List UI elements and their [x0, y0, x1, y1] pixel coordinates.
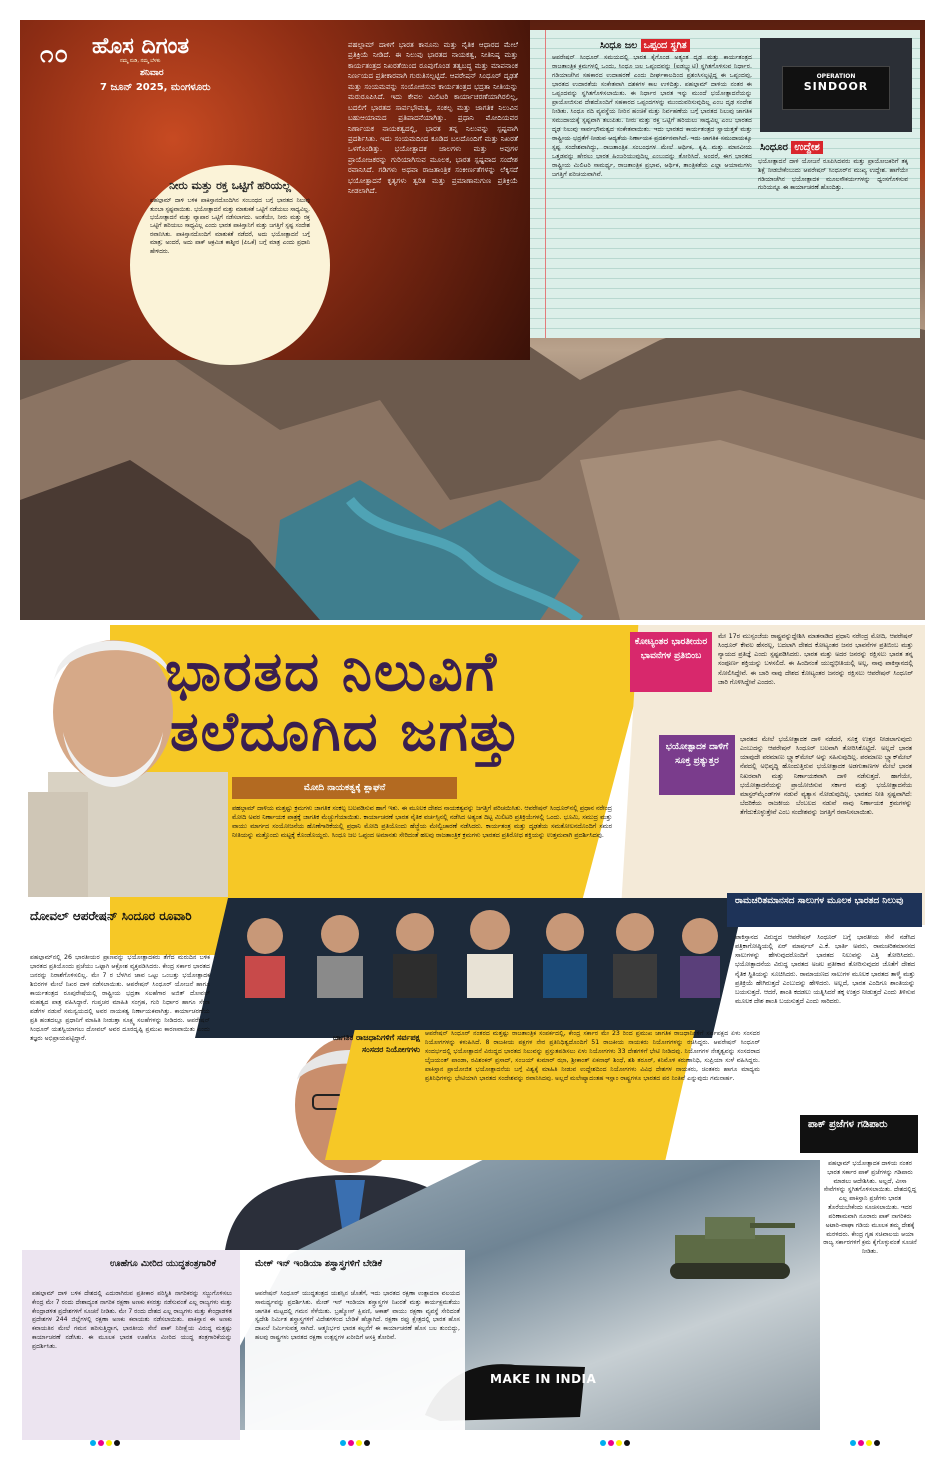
indus-title-highlight: ಒಪ್ಪಂದ ಸ್ಥಗಿತ	[641, 39, 690, 52]
objective-title-plain: ಸಿಂಧೂರ	[760, 142, 788, 153]
doval-article: ಪಹಲ್ಗಾಮ್‌ನಲ್ಲಿ 26 ಭಾರತೀಯರ ಪ್ರಾಣವನ್ನು ಭಯೋತ್ಪಾದಕರು ತೆಗೆದ ಮರುದಿನ ಬಳಿಕ ಭಾರತದ ಪ್ರತಿಯೊಂದು ಪ್ರಜೆಯು ಒಟ್ಟಾಗಿ ಆಕ್ರೋಶ ವ್ಯಕ್ತಪಡಿಸಿದರು. ಕೇಂದ್ರ ಸರ್ಕಾರ ಭಾರತದ ಜನರನ್ನು ನಿರಾಶೆಗೊಳಿಸಲಿಲ್ಲ. ಮೇ 7 ರ ಬೆಳಗಿನ ಜಾವ ಒಟ್ಟು ಒಂಬತ್ತು ಭಯೋತ್ಪಾದಕ ಶಿಬಿರಗಳ ಮೇಲೆ ನಿಖರ ದಾಳಿ ನಡೆಸಲಾಯಿತು. ಆಪರೇಷನ್ ಸಿಂಧೂರ್ ಯೋಜನೆ ಹಾಗೂ ಕಾರ್ಯತಂತ್ರದ ರೂಪುರೇಷೆಯಲ್ಲಿ ರಾಷ್ಟ್ರೀಯ ಭದ್ರತಾ ಸಲಹೆಗಾರ ಅಜಿತ್ ದೋವಲ್ ಮಹತ್ವದ ಪಾತ್ರ ವಹಿಸಿದ್ದಾರೆ. ಗುಪ್ತಚರ ಮಾಹಿತಿ ಸಂಗ್ರಹ, ಗುರಿ ನಿರ್ಧಾರ ಹಾಗೂ ಸೇನಾ ಪಡೆಗಳ ನಡುವೆ ಸಮನ್ವಯದಲ್ಲಿ ಅವರ ನಾಯಕತ್ವ ನಿರ್ಣಾಯಕವಾಗಿತ್ತು. ಕಾರ್ಯಾಚರಣೆಯ ಪ್ರತಿ ಹಂತದಲ್ಲೂ ಪ್ರಧಾನಿಗೆ ಮಾಹಿತಿ ನೀಡುತ್ತಾ ಸೂಕ್ಷ್ಮ ಸಲಹೆಗಳನ್ನು ನೀಡಿದರು. ಆಪರೇಷನ್ ಸಿಂಧೂರ್ ಯಶಸ್ವಿಯಾಗಲು ದೋವಲ್ ಅವರ ದೂರದೃಷ್ಟಿ ಪ್ರಮುಖ ಕಾರಣವಾಯಿತು ಎಂದು ತಜ್ಞರು ಅಭಿಪ್ರಾಯಪಟ್ಟಿದ್ದಾರೆ.	[30, 954, 210, 1042]
armored-vehicle-image	[660, 1185, 800, 1295]
delegates-photo-row	[225, 898, 735, 998]
issue-date: 7 ಜೂನ್ 2025, ಮಂಗಳೂರು	[100, 82, 211, 93]
crores-emotions-tag: ಕೋಟ್ಯಂತರ ಭಾರತೀಯರ ಭಾವನೆಗಳ ಪ್ರತಿಬಿಂಬ	[630, 632, 712, 692]
ramayan-tag: ರಾಮಚರಿತಮಾನಸದ ಸಾಲುಗಳ ಮೂಲಕ ಭಾರತದ ನಿಲುವು	[727, 893, 922, 927]
newspaper-logo: ಹೊಸ ದಿಗಂತ	[92, 34, 190, 59]
page-number: ೧೦	[40, 40, 69, 68]
water-blood-box	[130, 165, 330, 365]
make-in-india-article: ಆಪರೇಷನ್ ಸಿಂಧೂರ್ ಯುದ್ಧತಂತ್ರದ ಯಶಸ್ಸಿನ ಜೊತೆಗೆ, ಇದು ಭಾರತದ ರಕ್ಷಣಾ ಉತ್ಪಾದನಾ ವಲಯದ ಸಾಮರ್ಥ್ಯವನ್ನು ಪ್ರದರ್ಶಿಸಿತು. ಮೇಡ್ ಇನ್ ಇಂಡಿಯಾ ಶಸ್ತ್ರಾಸ್ತ್ರಗಳ ನಿಖರತೆ ಮತ್ತು ಕಾರ್ಯಕ್ಷಮತೆಯು ಜಾಗತಿಕ ಮಟ್ಟದಲ್ಲಿ ಗಮನ ಸೆಳೆಯಿತು. ಬ್ರಹ್ಮೋಸ್ ಕ್ಷಿಪಣಿ, ಆಕಾಶ್ ವಾಯು ರಕ್ಷಣಾ ವ್ಯವಸ್ಥೆ ಸೇರಿದಂತೆ ಸ್ವದೇಶಿ ನಿರ್ಮಿತ ಶಸ್ತ್ರಾಸ್ತ್ರಗಳಿಗೆ ವಿದೇಶಗಳಿಂದ ಬೇಡಿಕೆ ಹೆಚ್ಚಾಗಿದೆ. ರಕ್ಷಣಾ ರಫ್ತು ಕ್ಷೇತ್ರದಲ್ಲಿ ಭಾರತ ಹೊಸ ದಾಖಲೆ ನಿರ್ಮಿಸುವತ್ತ ಸಾಗಿದೆ. ಆತ್ಮನಿರ್ಭರ ಭಾರತ ಕಲ್ಪನೆಗೆ ಈ ಕಾರ್ಯಾಚರಣೆ ಹೊಸ ಬಲ ತುಂಬಿದ್ದು, ಹಲವು ರಾಷ್ಟ್ರಗಳು ಭಾರತದ ರಕ್ಷಣಾ ಉತ್ಪನ್ನಗಳ ಖರೀದಿಗೆ ಆಸಕ್ತಿ ತೋರಿವೆ.	[255, 1290, 460, 1342]
doval-title: ದೋವಲ್ ಆಪರೇಷನ್ ಸಿಂದೂರ ರೂವಾರಿ	[30, 909, 192, 923]
operation-word: OPERATION	[816, 73, 856, 80]
issue-day: ಶನಿವಾರ	[140, 68, 164, 78]
print-registration-marks	[850, 1440, 880, 1446]
modi-leadership-tag: ಮೋದಿ ನಾಯಕತ್ವಕ್ಕೆ ಶ್ಲಾಘನೆ	[232, 777, 457, 799]
pak-deportation-tag: ಪಾಕ್ ಪ್ರಜೆಗಳ ಗಡಿಪಾರು	[800, 1115, 918, 1153]
operation-sindoor-banner	[782, 66, 890, 110]
print-registration-marks	[90, 1440, 120, 1446]
sindoor-word: SINDOOR	[803, 80, 869, 93]
print-registration-marks	[600, 1440, 630, 1446]
pahalgam-response-article: ಪಹಲ್ಗಾಮ್ ದಾಳಿಗೆ ಭಾರತ ಕಾನೂನು ಮತ್ತು ನೈತಿಕ ಆಧಾರದ ಮೇಲೆ ಪ್ರತಿಕ್ರಿಯೆ ನೀಡಿದೆ. ಈ ನಿಲುವು ಭಾರತದ ನಾಯಕತ್ವ, ನೀತಿನಿಷ್ಠ ಮತ್ತು ಕಾರ್ಯತಂತ್ರದ ನಿಖರತೆಯಿಂದ ರೂಪುಗೊಂಡ ತತ್ವಬದ್ಧ ಮತ್ತು ಮಾಪನಾಂಕ ನಿರ್ಣಯದ ಪ್ರತೀಕಾರವಾಗಿ ಗುರುತಿಸಲ್ಪಟ್ಟಿದೆ. ಆಪರೇಷನ್ ಸಿಂಧೂರ್ ದೃಢತೆ ಮತ್ತು ಸಂಯಮವನ್ನು ಸಂಯೋಜಿಸುವ ಕಾರ್ಯತಂತ್ರದ ಭದ್ರತಾ ನೀತಿಯನ್ನು ಮರುರೂಪಿಸಿದೆ. ಇದು ಕೇವಲ ಮಿಲಿಟರಿ ಕಾರ್ಯಾಚರಣೆಯಾಗಿರಲಿಲ್ಲ, ಬದಲಿಗೆ ಭಾರತದ ಸಾರ್ವಭೌಮತ್ವ, ಸಂಕಲ್ಪ ಮತ್ತು ಜಾಗತಿಕ ನಿಲುವಿನ ಬಹುಆಯಾಮದ ಪ್ರತಿಪಾದನೆಯಾಗಿತ್ತು. ಪ್ರಧಾನಿ ಮೋದಿಯವರ ನಿರ್ಣಾಯಕ ನಾಯಕತ್ವದಲ್ಲಿ, ಭಾರತ ತನ್ನ ನಿಲುವನ್ನು ಸ್ಪಷ್ಟವಾಗಿ ಪ್ರದರ್ಶಿಸಿತು. ಇದು ಸಂಯಮದಿಂದ ಕೂಡಿದ ಬಲದೊಂದಿಗೆ ಮತ್ತು ನಿಖರತೆ ಒಳಗೊಂಡಿತ್ತು. ಭಯೋತ್ಪಾದಕ ಜಾಲಗಳು ಮತ್ತು ಅವುಗಳ ಪ್ರಾಯೋಜಕರನ್ನು ಗುರಿಯಾಗಿಸುವ ಮೂಲಕ, ಭಾರತ ಸ್ಪಷ್ಟವಾದ ಸಂದೇಶ ರವಾನಿಸಿದೆ. ಗಡಿಗಳು ಅಥವಾ ರಾಜತಾಂತ್ರಿಕ ಸಂಕೀರ್ಣತೆಗಳನ್ನು ಲೆಕ್ಕಿಸದೆ ಭಯೋತ್ಪಾದನೆ ಕೃತ್ಯಗಳು ತ್ವರಿತ ಮತ್ತು ಪ್ರಮಾಣಾನುಗುಣ ಪ್ರತಿಕ್ರಿಯೆ ನೀಡಲಾಗಿದೆ.	[348, 40, 518, 196]
water-blood-title: ನೀರು ಮತ್ತು ರಕ್ತ ಒಟ್ಟಿಗೆ ಹರಿಯಲ್ಲ	[169, 179, 291, 192]
make-in-india-title: ಮೇಕ್ ಇನ್ ಇಂಡಿಯಾ ಶಸ್ತ್ರಾಸ್ತ್ರಗಳಿಗೆ ಬೇಡಿಕೆ	[255, 1259, 383, 1269]
water-blood-body: ಪಹಲ್ಗಾಮ್ ದಾಳಿ ಬಳಿಕ ಪಾಕಿಸ್ತಾನದೊಂದಿಗಿನ ಸಂಬಂಧದ ಬಗ್ಗೆ ಭಾರತದ ನಿಲುವು ತುಂಬಾ ಸ್ಪಷ್ಟವಾಯಿತು. ಭಯೋತ್ಪಾದನೆ ಮತ್ತು ಮಾತುಕತೆ ಒಟ್ಟಿಗೆ ನಡೆಯಲು ಸಾಧ್ಯವಿಲ್ಲ. ಭಯೋತ್ಪಾದನೆ ಮತ್ತು ವ್ಯಾಪಾರ ಒಟ್ಟಿಗೆ ನಡೆಸಲಾಗದು. ಅಂತೆಯೇ, ನೀರು ಮತ್ತು ರಕ್ತ ಒಟ್ಟಿಗೆ ಹರಿಯಲು ಸಾಧ್ಯವಿಲ್ಲ ಎಂದು ಭಾರತ ಪಾಕಿಸ್ತಾನಿಗೆ ಮತ್ತು ಜಗತ್ತಿಗೆ ಸ್ಪಷ್ಟ ಸಂದೇಶ ರವಾನಿಸಿತು. ಪಾಕಿಸ್ತಾನದೊಂದಿಗೆ ಮಾತುಕತೆ ನಡೆದರೆ, ಅದು ಭಯೋತ್ಪಾದನೆ ಬಗ್ಗೆ ಮಾತ್ರ; ಅಂದರೆ, ಅದು ಪಾಕ್ ಆಕ್ರಮಿತ ಕಾಶ್ಮೀರ (ಪಿಒಕೆ) ಬಗ್ಗೆ ಮಾತ್ರ ಎಂದು ಪ್ರಧಾನಿ ಹೇಳಿದರು.	[150, 198, 310, 255]
operation-sindoor-photo	[760, 38, 912, 132]
ramayan-article: ಪಾಕಿಸ್ತಾನದ ವಿರುದ್ಧದ ಆಪರೇಷನ್ ಸಿಂಧೂರ್ ಬಗ್ಗೆ ಭಾರತೀಯ ಸೇನೆ ನಡೆಸಿದ ಪತ್ರಿಕಾಗೋಷ್ಠಿಯಲ್ಲಿ ಏರ್ ಮಾರ್ಷಲ್ ಎ.ಕೆ. ಭಾರ್ತಿ ಅವರು, ರಾಮಚರಿತಮಾನಸದ ಸಾಲುಗಳನ್ನು ಹೇಳುವುದರೊಂದಿಗೆ ಭಾರತದ ನಿಲುವನ್ನು ಎತ್ತಿ ತೋರಿಸಿದರು. ಭಯೋತ್ಪಾದನೆಯ ವಿರುದ್ಧ ಭಾರತದ ಅಚಲ ಪ್ರತೀಕಾರ ತೋರಿಸುವುದರ ಜೊತೆಗೆ ದೇಶದ ನೈತಿಕ ಸ್ಥಿತಿಯನ್ನು ಸೂಚಿಸಿದರು. ರಾಮಾಯಣದ ಸಾಲುಗಳ ಮೂಲಕ ಭಾರತದ ತಾಳ್ಮೆ ಮತ್ತು ಪ್ರತಿಕ್ರಿಯೆ ಹೇಗಿರುತ್ತದೆ ಎಂಬುದನ್ನು ಹೇಳಿದರು. ಅಲ್ಲದೆ, ಭಾರತ ಎಂದಿಗೂ ಶಾಂತಿಯನ್ನು ಬಯಸುತ್ತದೆ. ಆದರೆ, ಶಾಂತಿ ಕದಡಲು ಯತ್ನಿಸಿದರೆ ತಕ್ಕ ಉತ್ತರ ನೀಡುತ್ತದೆ ಎಂದು ತಿಳಿಸುವ ಮೂಲಕ ದೇಶ ಶಾಂತಿ ಬಯಸುತ್ತದೆ ಎಂದು ಸಾರಿದರು.	[735, 934, 915, 1005]
newspaper-tagline: ನಮ್ಮ ನುಡಿ, ನಮ್ಮ ಬೆಳಕು	[120, 58, 161, 64]
indus-title	[600, 40, 690, 51]
headline-line-2: ತಲೆದೂಗಿದ ಜಗತ್ತು	[170, 700, 523, 763]
global-delegation-article: ಆಪರೇಷನ್ ಸಿಂಧೂರ್ ನಂತರದ ಮತ್ತಷ್ಟು ರಾಜತಾಂತ್ರಿಕ ಸಂಪರ್ಕದಲ್ಲಿ, ಕೇಂದ್ರ ಸರ್ಕಾರ ಮೇ 23 ರಿಂದ ಪ್ರಮುಖ ಜಾಗತಿಕ ರಾಜಧಾನಿಗಳಿಗೆ ಸರ್ವಪಕ್ಷದ ಏಳು ಸಂಸದರ ನಿಯೋಗಗಳನ್ನು ಕಳುಹಿಸಿದೆ. 8 ರಾಜಕೀಯ ಪಕ್ಷಗಳ ನೇರ ಪ್ರತಿನಿಧಿತ್ವದೊಂದಿಗೆ 51 ರಾಜಕೀಯ ನಾಯಕರು ನಿಯೋಗಗಳನ್ನು ರಚಿಸಿದ್ದರು. ಆಪರೇಷನ್ ಸಿಂಧೂರ್ ಸಂದರ್ಭದಲ್ಲಿ ಭಯೋತ್ಪಾದನೆ ವಿರುದ್ಧದ ಭಾರತದ ನಿಲುವನ್ನು ಪ್ರಸ್ತುತಪಡಿಸಲು ಏಳು ನಿಯೋಗಗಳು 33 ದೇಶಗಳಿಗೆ ಭೇಟಿ ನೀಡಿದವು. ನಿಯೋಗಗಳ ನೇತೃತ್ವವನ್ನು ಸಂಸದರಾದ ಬೈಜಯಂತ್ ಪಾಂಡಾ, ರವಿಶಂಕರ್ ಪ್ರಸಾದ್, ಸಂಜಯ್ ಕುಮಾರ್ ಝಾ, ಶ್ರೀಕಾಂತ್ ಏಕನಾಥ್ ಶಿಂಧೆ, ಶಶಿ ತರೂರ್, ಕನಿಮೊಳಿ ಕರುಣಾನಿಧಿ, ಸುಪ್ರಿಯಾ ಸುಳೆ ವಹಿಸಿದ್ದರು. ಪಾಕಿಸ್ತಾನ ಪ್ರಾಯೋಜಿತ ಭಯೋತ್ಪಾದನೆಯ ಬಗ್ಗೆ ವಿಶ್ವಕ್ಕೆ ಮಾಹಿತಿ ನೀಡುವ ಉದ್ದೇಶದಿಂದ ನಿಯೋಗಗಳು ವಿವಿಧ ದೇಶಗಳ ನಾಯಕರು, ಚಿಂತಕರು ಹಾಗೂ ಮಾಧ್ಯಮ ಪ್ರತಿನಿಧಿಗಳನ್ನು ಭೇಟಿಯಾಗಿ ಭಾರತದ ಸಂದೇಶವನ್ನು ರವಾನಿಸಿದವು. ಅಲ್ಲದೆ ಮಲೇಷ್ಯಾದಂತಹ ಇಸ್ಲಾಂ ರಾಷ್ಟ್ರಗಳೂ ಭಾರತದ ಪರ ನಿಂತಿವೆ ಎನ್ನುವುದು ಗಮನಾರ್ಹ.	[425, 1030, 760, 1082]
objective-article: ಭಯೋತ್ಪಾದನೆ ದಾಳಿ ಯೋಜನೆ ರೂಪಿಸಿದವರು ಮತ್ತು ಪ್ರಾಯೋಜಕರಿಗೆ ತಕ್ಕ ಶಿಕ್ಷೆ ನೀಡಬೇಕೆಂಬುದು ಆಪರೇಷನ್ ಸಿಂಧೂರ್‌ನ ಮುಖ್ಯ ಉದ್ದೇಶ. ಹಾಗೆಯೇ ಗಡಿಯಾಚೆಗಿನ ಭಯೋತ್ಪಾದಕ ಮೂಲಸೌಕರ್ಯಗಳನ್ನು ಧ್ವಂಸಗೊಳಿಸುವ ಗುರಿಯನ್ನೂ ಈ ಕಾರ್ಯಾಚರಣೆ ಹೊಂದಿತ್ತು.	[758, 158, 908, 192]
objective-title-highlight: ಉದ್ದೇಶ	[791, 141, 822, 154]
make-in-india-logo-text: MAKE IN INDIA	[490, 1372, 597, 1386]
crores-emotions-article: ಮೇ 17ರ ಮುಸ್ಸಂಜೆಯ ರಾಷ್ಟ್ರವನ್ನುದ್ದೇಶಿಸಿ ಮಾತನಾಡಿದ ಪ್ರಧಾನಿ ನರೇಂದ್ರ ಮೋದಿ, ಆಪರೇಷನ್ ಸಿಂಧೂರ್ ಕೇವಲ ಹೆಸರಲ್ಲ, ಬದಲಾಗಿ ದೇಶದ ಕೋಟ್ಯಂತರ ಜನರ ಭಾವನೆಗಳ ಪ್ರತಿಬಿಂಬ ಮತ್ತು ನ್ಯಾಯದ ಪ್ರತಿಜ್ಞೆ ಎಂದು ಸ್ಪಷ್ಟಪಡಿಸಿದರು. ಭಾರತ ಮತ್ತು ಅದರ ಜನರನ್ನು ರಕ್ಷಿಸಲು ಭಾರತ ತನ್ನ ಸಂಪೂರ್ಣ ಶಕ್ತಿಯನ್ನು ಬಳಸಲಿದೆ. ಈ ಹಿಂದಿನಂತೆ ಯುದ್ಧಭೀತಿಯಲ್ಲಿ ಅಲ್ಲ, ನಾವು ಪಾಕಿಸ್ತಾನದಲ್ಲಿ ಸೋಲಿಸಿದ್ದೇವೆ. ಈ ಬಾರಿ ನಾವು ದೇಶದ ಕೋಟ್ಯಂತರ ಜನರನ್ನು ರಕ್ಷಿಸಲು ಆಪರೇಷನ್ ಸಿಂಧೂರ್ ಜಾರಿ ಗೊಳಿಸಿದ್ದೇವೆ ಎಂದರು.	[718, 633, 913, 686]
terror-response-article: ಭಾರತದ ಮೇಲೆ ಭಯೋತ್ಪಾದಕ ದಾಳಿ ನಡೆದರೆ, ಸೂಕ್ತ ಉತ್ತರ ನೀಡಲಾಗುವುದು ಎಂಬುದನ್ನು ಆಪರೇಷನ್ ಸಿಂಧೂರ್ ಬಲವಾಗಿ ತೋರಿಸಿಕೊಟ್ಟಿದೆ. ಅಲ್ಲದೆ ಭಾರತ ಯಾವುದೇ ಪರಮಾಣು ಬ್ಲ್ಯಾಕ್‌ಮೇಲ್ ಅನ್ನು ಸಹಿಸುವುದಿಲ್ಲ. ಪರಮಾಣು ಬ್ಲ್ಯಾಕ್‌ಮೇಲ್ ನೆಪದಲ್ಲಿ ಅಭಿವೃದ್ಧಿ ಹೊಂದುತ್ತಿರುವ ಭಯೋತ್ಪಾದಕ ಅಡಗುತಾಣಗಳ ಮೇಲೆ ಭಾರತ ನಿಖರವಾಗಿ ಮತ್ತು ನಿರ್ಣಾಯಕವಾಗಿ ದಾಳಿ ನಡೆಸುತ್ತದೆ. ಹಾಗೆಯೇ, ಭಯೋತ್ಪಾದನೆಯನ್ನು ಪ್ರಾಯೋಜಿಸುವ ಸರ್ಕಾರ ಮತ್ತು ಭಯೋತ್ಪಾದನೆಯ ಮಾಸ್ಟರ್‌ಮೈಂಡ್‌ಗಳ ನಡುವೆ ವ್ಯತ್ಯಾಸ ನೋಡುವುದಿಲ್ಲ. ಭಾರತದ ನೀತಿ ಸ್ಪಷ್ಟವಾಗಿದೆ: ಬೆದರಿಕೆಯ ರಾಜಕೀಯ ಬೆಂಬಲದ ನಡುವೆ ನಾವು ನಿರ್ಣಾಯಕ ಕ್ರಮಗಳನ್ನು ತೆಗೆದುಕೊಳ್ಳುತ್ತೇವೆ ಎಂಬ ಸಂದೇಶವನ್ನು ಜಗತ್ತಿಗೆ ರವಾನಿಸಲಾಯಿತು.	[740, 736, 912, 816]
modi-leadership-article: ಪಹಲ್ಗಾಮ್ ದಾಳಿಯ ಮತ್ತಷ್ಟು ಕ್ರಮಗಳು ಜಾಗತಿಕ ಸಂಕಲ್ಪ ಬಲಪಡಿಸುವ ಹಾಗೆ ಇತು. ಈ ಮೂಲಕ ದೇಶದ ನಾಯಕತ್ವವನ್ನು ಜಗತ್ತಿಗೆ ಪರಿಚಯಿಸಿತು. ಆಪರೇಷನ್ ಸಿಂಧೂರ್‌ನಲ್ಲಿ ಪ್ರಧಾನ ನರೇಂದ್ರ ಮೋದಿ ಅವರ ನಿರ್ಣಾಯಕ ಪಾತ್ರಕ್ಕೆ ಜಾಗತಿಕ ಮೆಚ್ಚುಗೆಯಾಯಿತು. ಕಾರ್ಯಾಚರಣೆ ಭಾರತ ನೈತಿಕ ವರ್ಚಸ್ಸಿನಲ್ಲಿ ನಡೆಸಿದ ಅತ್ಯಂತ ದಿಟ್ಟ ಮಿಲಿಟರಿ ಪ್ರತಿಕ್ರಿಯೆಗಳಲ್ಲಿ ಒಂದು. ಭೂಮಿ, ಸಮುದ್ರ ಮತ್ತು ವಾಯು ಮಾರ್ಗದ ಸಂಯೋಜನೆಯ ಹೊಣೆಗಾರಿಕೆಯಲ್ಲಿ ಪ್ರಧಾನಿ ಮೋದಿ ಪ್ರತಿಯೊಂದು ಹೆಜ್ಜೆಯ ಮೇಲ್ವಿಚಾರಣೆ ನಡೆಸಿದರು. ಕಾರ್ಯತಂತ್ರ ಮತ್ತು ದೃಢತೆಯ ಸಮತೋಲನದೊಂದಿಗೆ ಸಮರ ನೀತಿಯನ್ನು ಮತ್ತೊಂದು ಮಟ್ಟಕ್ಕೆ ಕೊಂಡೊಯ್ದರು. ಸಿಂಧೂ ಜಲ ಒಪ್ಪಂದ ಅಮಾನತು ಸೇರಿದಂತೆ ಹಲವು ರಾಜತಾಂತ್ರಿಕ ಕ್ರಮಗಳು ಭಾರತದ ಪ್ರತಿರೋಧ ಶಕ್ತಿಯನ್ನು ಉತ್ತಮವಾಗಿ ಪ್ರದರ್ಶಿಸಿದವು.	[232, 805, 612, 840]
print-registration-marks	[340, 1440, 370, 1446]
global-delegation-tag: ಜಾಗತಿಕ ರಾಜಧಾನಿಗಳಿಗೆ ಸರ್ವಪಕ್ಷ ಸಂಸದರ ನಿಯೋಗಗಳು	[332, 1033, 420, 1054]
indus-article: ಆಪರೇಷನ್ ಸಿಂಧೂರ್ ಸಮಯದಲ್ಲಿ ಭಾರತ ಕೈಗೊಂಡ ಅತ್ಯಂತ ದೃಢ ಮತ್ತು ಕಾರ್ಯತಂತ್ರದ ರಾಜತಾಂತ್ರಿಕ ಕ್ರಮಗಳಲ್ಲಿ ಒಂದು, ಸಿಂಧೂ ಜಲ ಒಪ್ಪಂದವನ್ನು (ಐಡಬ್ಲ್ಯುಟಿ) ಸ್ಥಗಿತಗೊಳಿಸುವ ನಿರ್ಧಾರ. ಗಡಿಯಾಚೆಗಿನ ಸಹಕಾರದ ಉದಾಹರಣೆ ಎಂದು ದೀರ್ಘಕಾಲದಿಂದ ಪ್ರಶಂಸಿಸಲ್ಪಟ್ಟಿದ್ದ ಈ ಒಪ್ಪಂದವು, ಭಾರತದ ಉದಾರತೆಯ ಸಂಕೇತವಾಗಿ ದಶಕಗಳ ಕಾಲ ಉಳಿದಿತ್ತು. ಪಹಲ್ಗಾಮ್ ದಾಳಿಯ ನಂತರ ಈ ಒಪ್ಪಂದವನ್ನು ಸ್ಥಗಿತಗೊಳಿಸಲಾಯಿತು. ಈ ನಿರ್ಧಾರ ಭಾರತ ಇನ್ನು ಮುಂದೆ ಭಯೋತ್ಪಾದನೆಯನ್ನು ಪ್ರಾಯೋಜಿಸುವ ದೇಶದೊಂದಿಗೆ ಸಹಕಾರದ ಒಪ್ಪಂದಗಳನ್ನು ಮುಂದುವರಿಸುವುದಿಲ್ಲ ಎಂಬ ದೃಢ ಸಂದೇಶ ನೀಡಿತು. ಸಿಂಧೂ ನದಿ ವ್ಯವಸ್ಥೆಯ ನೀರಿನ ಹಂಚಿಕೆ ಮತ್ತು ನಿರ್ವಹಣೆಯ ಬಗ್ಗೆ ಭಾರತದ ನಿಲುವು ಜಾಗತಿಕ ಸಮುದಾಯಕ್ಕೆ ಸ್ಪಷ್ಟವಾಗಿ ತಲುಪಿತು. ನೀರು ಮತ್ತು ರಕ್ತ ಒಟ್ಟಿಗೆ ಹರಿಯಲು ಸಾಧ್ಯವಿಲ್ಲ ಎಂಬ ಭಾರತದ ದೃಢ ನಿಲುವು ಸಾರ್ವಭೌಮತ್ವದ ಸಂಕೇತವಾಯಿತು. ಇದು ಭಾರತದ ಕಾರ್ಯತಂತ್ರದ ಸ್ವಾಯತ್ತತೆ ಮತ್ತು ರಾಷ್ಟ್ರೀಯ ಭದ್ರತೆಗೆ ನೀಡುವ ಆದ್ಯತೆಯ ನಿರ್ಣಾಯಕ ಪ್ರದರ್ಶನವಾಗಿದೆ. ಇದು ಜಾಗತಿಕ ಸಮುದಾಯಕ್ಕೂ ಸ್ಪಷ್ಟ ಸಂದೇಶವಾಗಿದ್ದು, ರಾಜತಾಂತ್ರಿಕ ಸಂಬಂಧಗಳ ಮೇಲೆ ಆರ್ಥಿಕ, ಕೃಷಿ ಮತ್ತು ಮಾನವೀಯ ಒತ್ತಡವನ್ನು ಹೇರಲು ಭಾರತ ಹಿಂಜರಿಯುವುದಿಲ್ಲ ಎಂಬುದನ್ನು ತೋರಿಸಿದೆ. ಅಂದರೆ, ಈಗ ಭಾರತದ ರಾಷ್ಟ್ರೀಯ ಮಿಲಿಟರಿ ಸಾಮರ್ಥ್ಯ, ರಾಜತಾಂತ್ರಿಕ ಪ್ರಭಾವ, ಆರ್ಥಿಕ, ತಾಂತ್ರಿಕತೆಯ ಎಲ್ಲಾ ಆಯಾಮಗಳು ಜಗತ್ತಿಗೆ ಪರಿಚಯವಾಗಿವೆ.	[552, 54, 752, 178]
indus-title-plain: ಸಿಂಧೂ ಜಲ	[600, 40, 638, 51]
headline-line-1: ಭಾರತದ ನಿಲುವಿಗೆ	[165, 640, 499, 703]
notebook-margin-line	[545, 30, 546, 338]
pak-deportation-article: ಪಹಲ್ಗಾಮ್ ಭಯೋತ್ಪಾದಕ ದಾಳಿಯ ನಂತರ ಭಾರತ ಸರ್ಕಾರ ಪಾಕ್ ಪ್ರಜೆಗಳನ್ನು ಗಡಿಪಾರು ಮಾಡಲು ಆದೇಶಿಸಿತು. ಅಲ್ಲದೆ, ವೀಸಾ ಸೇವೆಗಳನ್ನು ಸ್ಥಗಿತಗೊಳಿಸಲಾಯಿತು. ದೇಶದಲ್ಲಿದ್ದ ಎಲ್ಲ ಪಾಕಿಸ್ತಾನಿ ಪ್ರಜೆಗಳು ಭಾರತ ತೊರೆಯಬೇಕೆಂದು ಸೂಚಿಸಲಾಯಿತು. ಇದರ ಪರಿಣಾಮವಾಗಿ ನೂರಾರು ಪಾಕ್ ನಾಗರಿಕರು ಅಟಾರಿ-ವಾಘಾ ಗಡಿಯ ಮೂಲಕ ತಮ್ಮ ದೇಶಕ್ಕೆ ಮರಳಿದರು. ಕೇಂದ್ರ ಗೃಹ ಸಚಿವಾಲಯ ಆಯಾ ರಾಜ್ಯ ಸರ್ಕಾರಗಳಿಗೆ ಕ್ರಮ ಕೈಗೊಳ್ಳುವಂತೆ ಸೂಚನೆ ನೀಡಿತು.	[823, 1160, 917, 1256]
objective-title	[760, 142, 823, 153]
strategy-article: ಪಹಲ್ಗಾಮ್ ದಾಳಿ ಬಳಿಕ ದೇಶದಲ್ಲಿ ಎದುರಾಗಿರುವ ಪ್ರತೀಕಾರ ಪರಿಸ್ಥಿತಿ ನಾಗರಿಕರನ್ನು ಸಜ್ಜುಗೊಳಿಸಲು ಕೇಂದ್ರ ಮೇ 7 ರಂದು ದೇಶಾದ್ಯಂತ ನಾಗರಿಕ ರಕ್ಷಣಾ ಅಣಕು ಕಸರತ್ತು ನಡೆಸುವಂತೆ ಎಲ್ಲ ರಾಜ್ಯಗಳು ಮತ್ತು ಕೇಂದ್ರಾಡಳಿತ ಪ್ರದೇಶಗಳಿಗೆ ಸೂಚನೆ ನೀಡಿತು. ಮೇ 7 ರಂದು ದೇಶದ ಎಲ್ಲ ರಾಜ್ಯಗಳು ಮತ್ತು ಕೇಂದ್ರಾಡಳಿತ ಪ್ರದೇಶಗಳ 244 ಜಿಲ್ಲೆಗಳಲ್ಲಿ ರಕ್ಷಣಾ ಅಣಕು ಕವಾಯತು ನಡೆಸಲಾಯಿತು. ಪಾಕಿಸ್ತಾನ ಈ ಅಣಕು ಕವಾಯತಿನ ಮೇಲೆ ಗಮನ ಹರಿಸುತ್ತಿದ್ದಾಗ, ಭಾರತೀಯ ಸೇನೆ ಪಾಕ್ ನಿರೀಕ್ಷೆಯ ವಿರುದ್ಧ ಮತ್ತಷ್ಟು ಕಾರ್ಯಾಚರಣೆ ನಡೆಸಿತು. ಈ ಮೂಲಕ ಭಾರತ ಊಹೆಗೂ ಮೀರಿದ ಯುದ್ಧ ತಂತ್ರಗಾರಿಕೆಯನ್ನು ಪ್ರದರ್ಶಿಸಿತು.	[32, 1290, 232, 1350]
terror-response-tag: ಭಯೋತ್ಪಾದಕ ದಾಳಿಗೆ ಸೂಕ್ತ ಪ್ರತ್ಯುತ್ತರ	[659, 735, 735, 795]
strategy-title: ಊಹೆಗೂ ಮೀರಿದ ಯುದ್ಧತಂತ್ರಗಾರಿಕೆ	[110, 1259, 216, 1269]
